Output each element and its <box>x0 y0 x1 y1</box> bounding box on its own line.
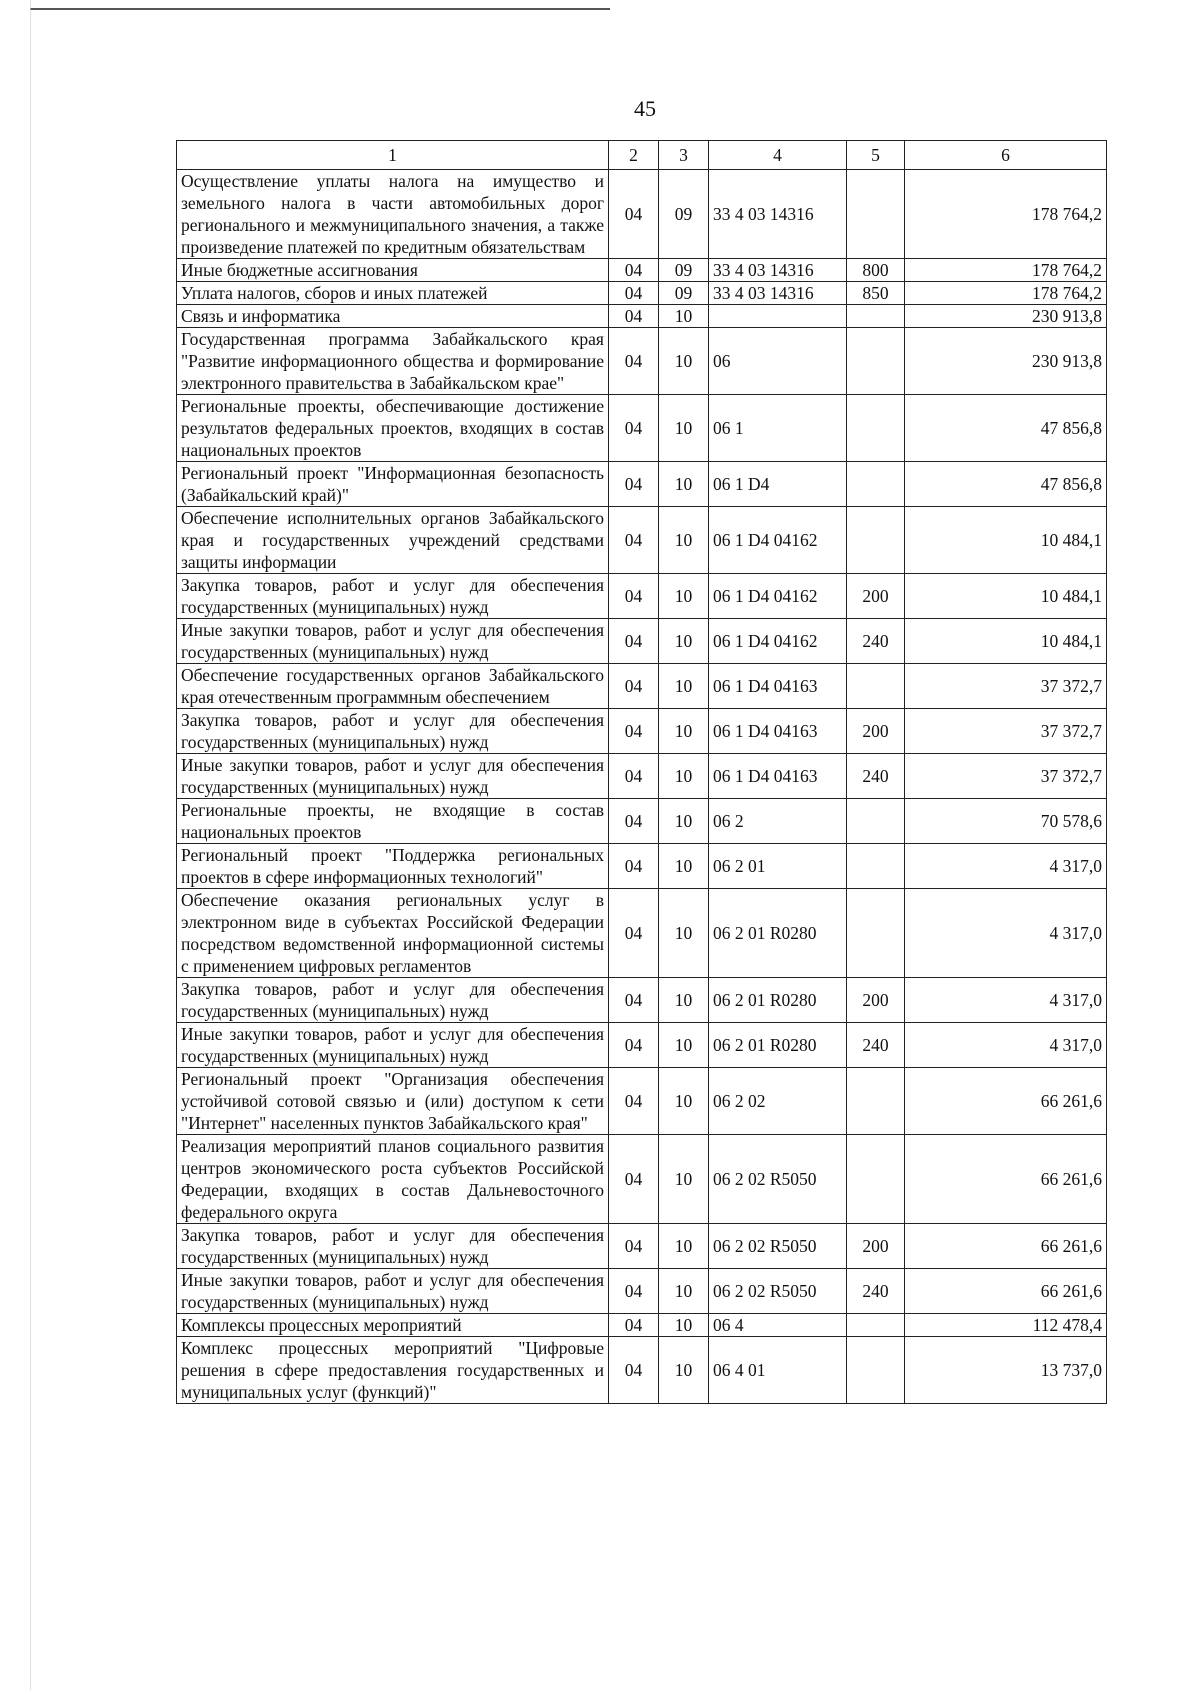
row-amount: 37 372,7 <box>905 709 1107 754</box>
table-row <box>177 305 1107 328</box>
table-row <box>177 462 1107 507</box>
header-col-3: 3 <box>659 141 709 170</box>
row-expense-type: 850 <box>847 282 905 305</box>
row-amount: 10 484,1 <box>905 619 1107 664</box>
row-subsection: 10 <box>659 507 709 574</box>
row-name: Закупка товаров, работ и услуг для обеспечения государственных (муниципальных) нужд <box>177 709 609 754</box>
row-amount: 230 913,8 <box>905 328 1107 395</box>
row-section: 04 <box>609 574 659 619</box>
row-name: Комплексы процессных мероприятий <box>177 1314 609 1337</box>
row-expense-type <box>847 1337 905 1404</box>
table-row <box>177 844 1107 889</box>
table-row <box>177 1023 1107 1068</box>
row-subsection: 10 <box>659 1023 709 1068</box>
row-expense-type <box>847 664 905 709</box>
row-amount: 4 317,0 <box>905 978 1107 1023</box>
row-amount: 4 317,0 <box>905 1023 1107 1068</box>
row-name: Уплата налогов, сборов и иных платежей <box>177 282 609 305</box>
table-row <box>177 1337 1107 1404</box>
row-name: Закупка товаров, работ и услуг для обеспечения государственных (муниципальных) нужд <box>177 1224 609 1269</box>
table-row <box>177 170 1107 259</box>
table-row <box>177 1224 1107 1269</box>
table-row <box>177 799 1107 844</box>
row-expense-type <box>847 395 905 462</box>
row-subsection: 10 <box>659 709 709 754</box>
row-section: 04 <box>609 754 659 799</box>
table-row <box>177 328 1107 395</box>
budget-table <box>176 140 1107 1404</box>
row-amount: 66 261,6 <box>905 1224 1107 1269</box>
scan-top-rule <box>30 8 610 10</box>
row-target-code: 33 4 03 14316 <box>709 170 847 259</box>
scan-left-edge <box>30 0 32 1690</box>
row-subsection: 10 <box>659 619 709 664</box>
row-expense-type: 200 <box>847 978 905 1023</box>
row-expense-type <box>847 170 905 259</box>
row-name: Обеспечение оказания региональных услуг в электронном виде в субъектах Российской Федерации посредством ведомственной информационной системы с применением цифровых регламентов <box>177 889 609 978</box>
row-expense-type <box>847 889 905 978</box>
table-row <box>177 619 1107 664</box>
row-amount: 70 578,6 <box>905 799 1107 844</box>
table-row <box>177 754 1107 799</box>
row-subsection: 10 <box>659 1269 709 1314</box>
row-section: 04 <box>609 799 659 844</box>
row-name: Иные закупки товаров, работ и услуг для обеспечения государственных (муниципальных) нужд <box>177 619 609 664</box>
row-expense-type <box>847 844 905 889</box>
row-amount: 66 261,6 <box>905 1135 1107 1224</box>
row-name: Региональный проект "Информационная безопасность (Забайкальский край)" <box>177 462 609 507</box>
row-name: Реализация мероприятий планов социального развития центров экономического роста субъектов Российской Федерации, входящих в состав Дальневосточного федерального округа <box>177 1135 609 1224</box>
row-section: 04 <box>609 259 659 282</box>
row-expense-type: 240 <box>847 1023 905 1068</box>
table-row <box>177 1068 1107 1135</box>
row-amount: 230 913,8 <box>905 305 1107 328</box>
table-row <box>177 664 1107 709</box>
row-subsection: 09 <box>659 170 709 259</box>
table-body <box>177 170 1107 1404</box>
row-subsection: 10 <box>659 754 709 799</box>
row-expense-type <box>847 507 905 574</box>
row-expense-type <box>847 462 905 507</box>
row-name: Закупка товаров, работ и услуг для обеспечения государственных (муниципальных) нужд <box>177 978 609 1023</box>
row-subsection: 10 <box>659 844 709 889</box>
row-subsection: 10 <box>659 799 709 844</box>
row-expense-type <box>847 1314 905 1337</box>
row-subsection: 10 <box>659 1337 709 1404</box>
row-section: 04 <box>609 507 659 574</box>
table-row <box>177 574 1107 619</box>
row-subsection: 10 <box>659 574 709 619</box>
row-amount: 112 478,4 <box>905 1314 1107 1337</box>
row-name: Региональный проект "Организация обеспечения устойчивой сотовой связью и (или) доступом к сети "Интернет" населенных пунктов Забайкальского края" <box>177 1068 609 1135</box>
row-subsection: 10 <box>659 462 709 507</box>
row-amount: 10 484,1 <box>905 507 1107 574</box>
row-section: 04 <box>609 978 659 1023</box>
row-subsection: 10 <box>659 328 709 395</box>
row-section: 04 <box>609 709 659 754</box>
table-row <box>177 978 1107 1023</box>
row-target-code: 06 4 <box>709 1314 847 1337</box>
row-subsection: 10 <box>659 1314 709 1337</box>
row-amount: 178 764,2 <box>905 259 1107 282</box>
row-amount: 37 372,7 <box>905 754 1107 799</box>
row-section: 04 <box>609 844 659 889</box>
row-amount: 66 261,6 <box>905 1269 1107 1314</box>
row-amount: 47 856,8 <box>905 462 1107 507</box>
row-subsection: 10 <box>659 889 709 978</box>
header-col-4: 4 <box>709 141 847 170</box>
row-target-code: 06 2 01 R0280 <box>709 1023 847 1068</box>
row-amount: 13 737,0 <box>905 1337 1107 1404</box>
row-target-code: 06 2 02 <box>709 1068 847 1135</box>
row-subsection: 10 <box>659 305 709 328</box>
row-section: 04 <box>609 170 659 259</box>
row-subsection: 10 <box>659 978 709 1023</box>
table-row <box>177 282 1107 305</box>
row-target-code: 06 1 <box>709 395 847 462</box>
row-name: Иные закупки товаров, работ и услуг для обеспечения государственных (муниципальных) нужд <box>177 754 609 799</box>
row-section: 04 <box>609 1023 659 1068</box>
row-name: Связь и информатика <box>177 305 609 328</box>
row-name: Закупка товаров, работ и услуг для обеспечения государственных (муниципальных) нужд <box>177 574 609 619</box>
row-expense-type: 200 <box>847 1224 905 1269</box>
row-target-code: 06 1 D4 04163 <box>709 754 847 799</box>
page-number: 45 <box>634 96 656 121</box>
row-name: Государственная программа Забайкальского края "Развитие информационного общества и формирование электронного правительства в Забайкальском крае" <box>177 328 609 395</box>
header-col-2: 2 <box>609 141 659 170</box>
table-row <box>177 1135 1107 1224</box>
row-expense-type <box>847 328 905 395</box>
row-name: Региональные проекты, обеспечивающие достижение результатов федеральных проектов, входящих в состав национальных проектов <box>177 395 609 462</box>
header-col-6: 6 <box>905 141 1107 170</box>
row-subsection: 10 <box>659 1068 709 1135</box>
row-target-code: 06 1 D4 04163 <box>709 709 847 754</box>
row-section: 04 <box>609 462 659 507</box>
row-expense-type <box>847 305 905 328</box>
header-col-1: 1 <box>177 141 609 170</box>
row-target-code: 06 2 02 R5050 <box>709 1135 847 1224</box>
row-amount: 47 856,8 <box>905 395 1107 462</box>
row-name: Осуществление уплаты налога на имущество и земельного налога в части автомобильных дорог регионального и межмуниципального значения, а также произведение платежей по кредитным обязательствам <box>177 170 609 259</box>
row-subsection: 10 <box>659 664 709 709</box>
row-amount: 10 484,1 <box>905 574 1107 619</box>
row-target-code: 06 2 02 R5050 <box>709 1224 847 1269</box>
table-row <box>177 889 1107 978</box>
row-amount: 178 764,2 <box>905 282 1107 305</box>
row-name: Иные закупки товаров, работ и услуг для обеспечения государственных (муниципальных) нужд <box>177 1269 609 1314</box>
row-subsection: 10 <box>659 1135 709 1224</box>
row-amount: 4 317,0 <box>905 844 1107 889</box>
row-expense-type: 240 <box>847 754 905 799</box>
row-target-code: 33 4 03 14316 <box>709 282 847 305</box>
row-target-code: 33 4 03 14316 <box>709 259 847 282</box>
row-amount: 37 372,7 <box>905 664 1107 709</box>
row-expense-type: 240 <box>847 619 905 664</box>
row-section: 04 <box>609 1269 659 1314</box>
row-expense-type <box>847 1135 905 1224</box>
table-row <box>177 1269 1107 1314</box>
table-header-row <box>177 141 1107 170</box>
row-target-code: 06 4 01 <box>709 1337 847 1404</box>
row-section: 04 <box>609 1135 659 1224</box>
row-amount: 178 764,2 <box>905 170 1107 259</box>
row-expense-type: 800 <box>847 259 905 282</box>
row-target-code: 06 2 01 R0280 <box>709 978 847 1023</box>
row-target-code: 06 1 D4 <box>709 462 847 507</box>
row-section: 04 <box>609 1224 659 1269</box>
row-name: Региональный проект "Поддержка региональных проектов в сфере информационных технологий" <box>177 844 609 889</box>
row-target-code: 06 1 D4 04162 <box>709 507 847 574</box>
row-name: Обеспечение государственных органов Забайкальского края отечественным программным обеспечением <box>177 664 609 709</box>
header-col-5: 5 <box>847 141 905 170</box>
row-target-code: 06 <box>709 328 847 395</box>
row-target-code: 06 2 01 R0280 <box>709 889 847 978</box>
row-target-code: 06 2 02 R5050 <box>709 1269 847 1314</box>
row-expense-type: 240 <box>847 1269 905 1314</box>
row-section: 04 <box>609 395 659 462</box>
row-name: Региональные проекты, не входящие в состав национальных проектов <box>177 799 609 844</box>
row-name: Обеспечение исполнительных органов Забайкальского края и государственных учреждений средствами защиты информации <box>177 507 609 574</box>
row-section: 04 <box>609 282 659 305</box>
row-section: 04 <box>609 1068 659 1135</box>
row-subsection: 09 <box>659 282 709 305</box>
row-expense-type <box>847 1068 905 1135</box>
row-subsection: 09 <box>659 259 709 282</box>
row-target-code: 06 1 D4 04162 <box>709 619 847 664</box>
row-target-code <box>709 305 847 328</box>
row-section: 04 <box>609 1337 659 1404</box>
row-amount: 4 317,0 <box>905 889 1107 978</box>
row-amount: 66 261,6 <box>905 1068 1107 1135</box>
table-row <box>177 709 1107 754</box>
row-target-code: 06 2 <box>709 799 847 844</box>
row-name: Комплекс процессных мероприятий "Цифровые решения в сфере предоставления государственных и муниципальных услуг (функций)" <box>177 1337 609 1404</box>
row-section: 04 <box>609 305 659 328</box>
row-section: 04 <box>609 664 659 709</box>
row-section: 04 <box>609 1314 659 1337</box>
row-target-code: 06 1 D4 04162 <box>709 574 847 619</box>
row-subsection: 10 <box>659 1224 709 1269</box>
row-expense-type <box>847 799 905 844</box>
row-expense-type: 200 <box>847 709 905 754</box>
row-section: 04 <box>609 889 659 978</box>
table-row <box>177 507 1107 574</box>
row-target-code: 06 2 01 <box>709 844 847 889</box>
row-section: 04 <box>609 619 659 664</box>
row-expense-type: 200 <box>847 574 905 619</box>
row-name: Иные закупки товаров, работ и услуг для обеспечения государственных (муниципальных) нужд <box>177 1023 609 1068</box>
row-target-code: 06 1 D4 04163 <box>709 664 847 709</box>
table-row <box>177 395 1107 462</box>
row-name: Иные бюджетные ассигнования <box>177 259 609 282</box>
table-row <box>177 1314 1107 1337</box>
row-section: 04 <box>609 328 659 395</box>
table-row <box>177 259 1107 282</box>
row-subsection: 10 <box>659 395 709 462</box>
